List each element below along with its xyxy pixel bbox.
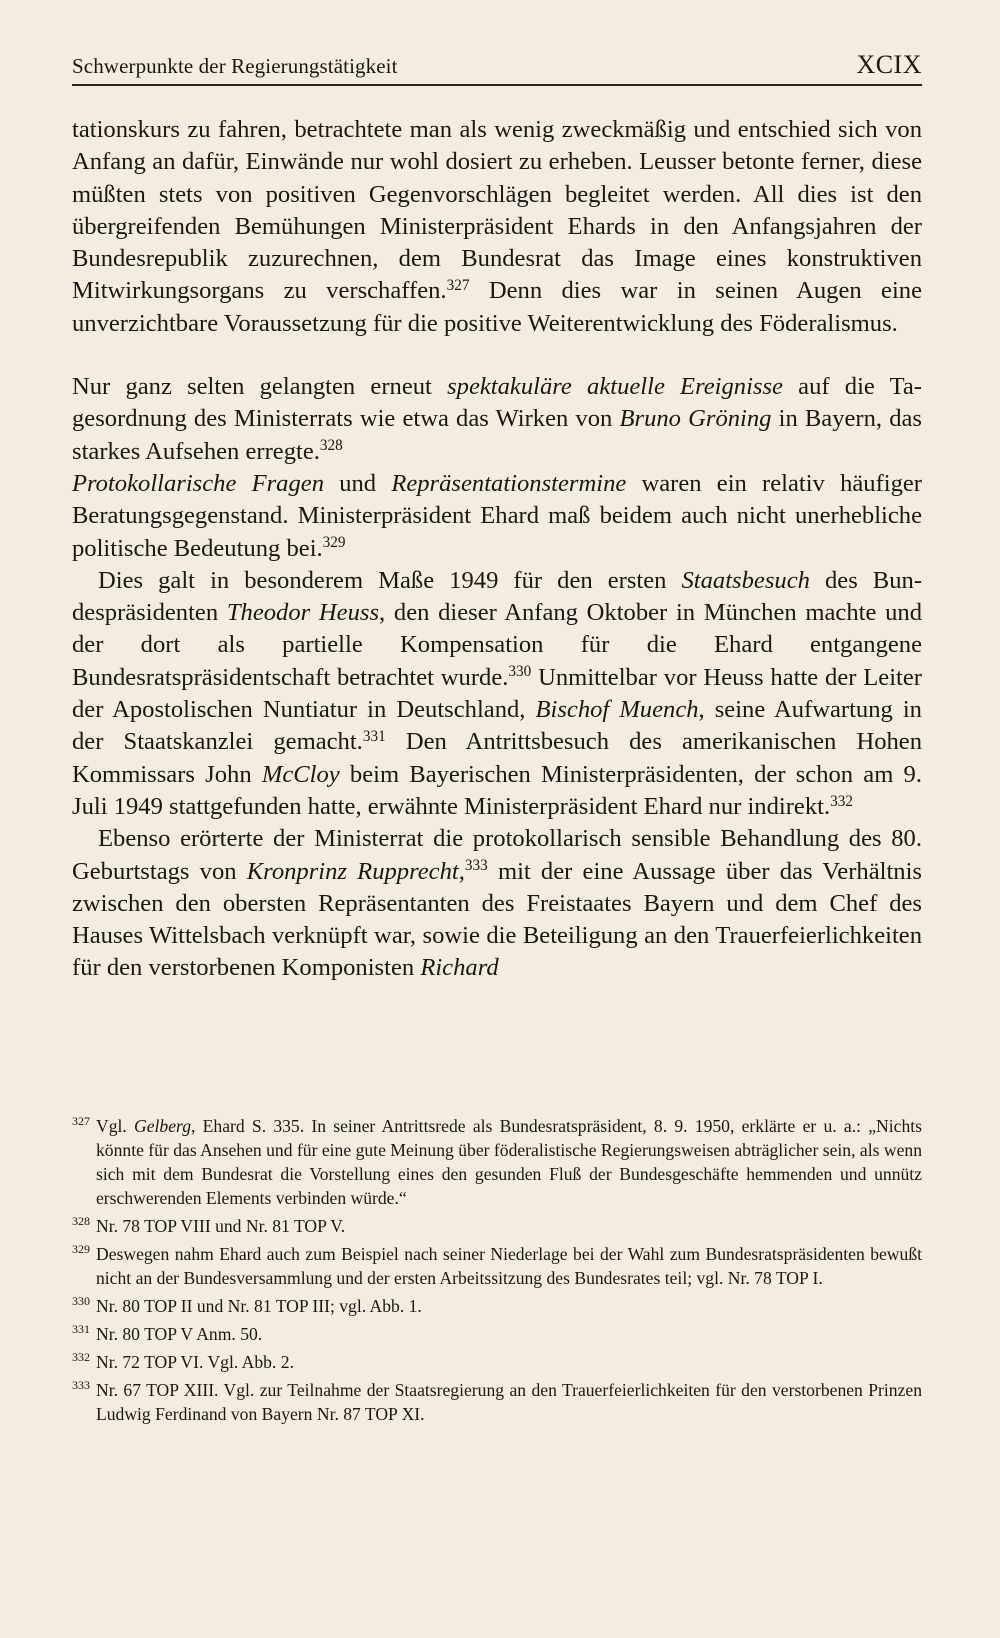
paragraph-5-text: , xyxy=(458,857,465,885)
running-header xyxy=(72,50,922,86)
emphasis-richard: Richard xyxy=(420,954,499,982)
paragraph-4-text: , seine Aufwartung in der Staatskanzlei gemacht. xyxy=(72,696,922,756)
paragraph-3 xyxy=(72,468,922,565)
emphasis-groening: Bruno Gröning xyxy=(619,405,772,433)
paragraph-3-text: und xyxy=(324,469,392,497)
footnote-331 xyxy=(72,1322,922,1346)
footnote-text-part: Vgl. xyxy=(96,1116,135,1136)
emphasis-kronprinz-rupprecht: Kronprinz Rupprecht xyxy=(246,857,459,885)
paragraph-4-text: , den dieser Anfang Oktober in München machte und der dort als partielle Kompensation für die Ehard entgangene Bundesratspräsidentschaft betrachtet wurde. xyxy=(72,599,922,691)
footnote-ref-329[interactable]: 329 xyxy=(322,534,346,552)
footnote-ref-333[interactable]: 333 xyxy=(464,857,488,875)
footnote-text-part: , Ehard S. 335. In seiner Antrittsrede als Bundesratspräsident, 8. 9. 1950, erklärte er u. a.: „Nichts könnte für das Ansehen und für eine gute Meinung über föderalistische Regierungsweisen abträglicher sein, als wenn sich mit dem Bundesrat die Vorstellung eines den gesunden Fluß der Bundesgeschäfte hemmenden und unnütz erschwerenden Elements verbinden würde.“ xyxy=(96,1116,922,1208)
paragraph-5-text: Ebenso erörterte der Ministerrat die protokollarisch sensible Behandlung des 80. Geburtstags von xyxy=(72,825,922,885)
emphasis-staatsbesuch: Staatsbesuch xyxy=(681,566,810,594)
footnote-text: Nr. 67 TOP XIII. Vgl. zur Teilnahme der Staatsregierung an den Trauerfeierlichkeiten für den verstorbenen Prinzen Ludwig Ferdinand von Bayern Nr. 87 TOP XI. xyxy=(96,1380,922,1424)
paragraph-4-text: des Bundespräsidenten xyxy=(72,566,923,627)
footnote-number: 327 xyxy=(72,1114,90,1128)
footnote-text: Nr. 78 TOP VIII und Nr. 81 TOP V. xyxy=(96,1216,346,1236)
footnote-ref-331[interactable]: 331 xyxy=(362,727,386,745)
footnote-number: 333 xyxy=(72,1378,90,1392)
footnote-number: 332 xyxy=(72,1350,90,1364)
footnote-text: Nr. 72 TOP VI. Vgl. Abb. 2. xyxy=(96,1352,294,1372)
paragraph-1-text-continued: Denn dies war in seinen Augen eine unverzichtbare Voraussetzung für die positive Weiterentwicklung des Föderalismus. xyxy=(72,277,923,337)
emphasis-theodor-heuss: Theodor Heuss xyxy=(226,599,380,627)
paragraph-1 xyxy=(72,114,922,340)
paragraph-2-text: Nur ganz selten gelangten erneut xyxy=(72,373,448,401)
footnote-text: Nr. 80 TOP V Anm. 50. xyxy=(96,1324,263,1344)
footnote-number: 328 xyxy=(72,1214,90,1228)
emphasis-gelberg: Gelberg xyxy=(134,1116,192,1136)
emphasis-ereignisse: spektakuläre aktuelle Ereignisse xyxy=(447,373,783,401)
footnote-332 xyxy=(72,1350,922,1374)
paragraph-4-text: Den Antrittsbesuch des amerikanischen Hohen Kommissars John xyxy=(72,728,923,788)
footnote-328 xyxy=(72,1214,922,1238)
footnote-ref-330[interactable]: 330 xyxy=(508,663,532,681)
footnote-ref-328[interactable]: 328 xyxy=(319,437,343,455)
footnote-ref-332[interactable]: 332 xyxy=(830,792,853,810)
emphasis-repraesentationstermine: Repräsentationstermine xyxy=(391,469,627,497)
emphasis-bischof-muench: Bischof Muench xyxy=(535,696,699,724)
footnotes xyxy=(72,1114,922,1430)
paragraph-1-text: tationskurs zu fahren, betrachtete man als wenig zweckmäßig und entschied sich von Anfang an dafür, Einwände nur wohl dosiert zu erheben. Leusser betonte ferner, diese müßten stets von positiven Gegenvorschlägen begleitet werden. All dies ist den übergreifenden Bemühungen Ministerpräsident Ehards in den Anfangsjahren der Bundesrepublik zuzurechnen, dem Bundesrat das Image eines konstruktiven Mitwirkungsorgans zu verschaffen. xyxy=(72,116,922,305)
footnote-ref-327[interactable]: 327 xyxy=(446,277,470,295)
footnote-329 xyxy=(72,1242,922,1290)
paragraph-4-text: Unmittelbar vor Heuss hatte der Leiter der Apostolischen Nuntiatur in Deutschland, xyxy=(72,663,922,724)
paragraph-2-text: auf die Tagesordnung des Ministerrats wie etwa das Wirken von xyxy=(72,373,922,433)
paragraph-4-text: beim Bayerischen Ministerpräsidenten, der schon am 9. Juli 1949 stattgefunden hatte, erwähnte Ministerpräsident Ehard nur indirekt. xyxy=(72,760,922,820)
paragraph-5-text: mit der eine Aussage über das Verhältnis zwischen den obersten Repräsentanten des Freistaates Bayern und dem Chef des Hauses Wittelsbach verknüpft war, sowie die Beteiligung an den Trauerfeierlichkeiten für den verstorbenen Komponisten xyxy=(72,857,922,982)
paragraph-2 xyxy=(72,371,922,468)
emphasis-protokollarische-fragen: Protokollarische Fragen xyxy=(72,469,324,497)
running-header-title: Schwerpunkte der Regierungstätigkeit xyxy=(72,54,398,78)
paragraph-4-text: Dies galt in besonderem Maße 1949 für den ersten xyxy=(98,566,682,594)
paragraph-4 xyxy=(72,565,922,823)
footnote-330 xyxy=(72,1294,922,1318)
emphasis-mccloy: McCloy xyxy=(261,760,340,788)
footnote-number: 331 xyxy=(72,1322,90,1336)
footnote-333 xyxy=(72,1378,922,1426)
footnote-text: Deswegen nahm Ehard auch zum Beispiel nach seiner Niederlage bei der Wahl zum Bundesratspräsidenten bewußt nicht an der Bundesversammlung und der ersten Arbeitssitzung des Bundesrates teil; vgl. Nr. 78 TOP I. xyxy=(96,1244,922,1288)
footnote-327 xyxy=(72,1114,922,1210)
paragraph-3-text: waren ein relativ häufiger Beratungsgegenstand. Ministerpräsident Ehard maß beidem auch nicht unerhebliche politische Bedeutung bei. xyxy=(72,469,923,562)
footnote-number: 330 xyxy=(72,1294,90,1308)
paragraph-5 xyxy=(72,823,922,984)
footnote-number: 329 xyxy=(72,1242,90,1256)
footnote-text xyxy=(96,1114,922,1210)
page-number: XCIX xyxy=(856,50,922,79)
footnote-text: Nr. 80 TOP II und Nr. 81 TOP III; vgl. Abb. 1. xyxy=(96,1296,422,1316)
main-text xyxy=(72,114,922,985)
paragraph-2-text: in Bayern, das starkes Aufsehen erregte. xyxy=(72,405,922,465)
